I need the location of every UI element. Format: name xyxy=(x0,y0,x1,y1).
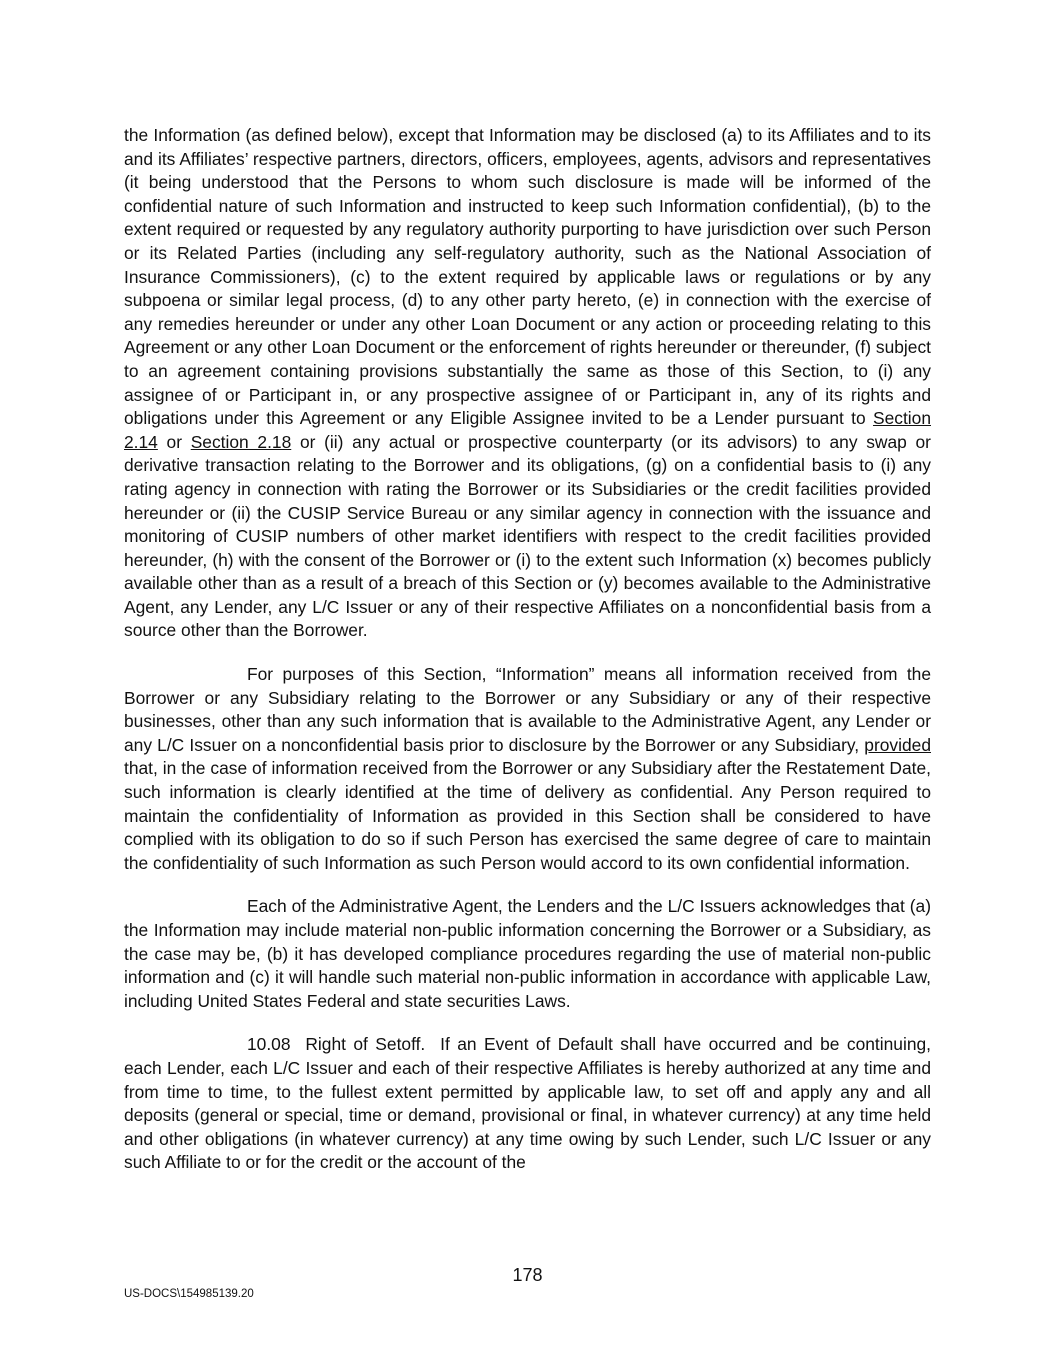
section-2-14-reference: Section 2.14 xyxy=(124,408,931,452)
paragraph-text: For purposes of this Section, “Information” means all information received from the Borrower or any Subsidiary relating to the Borrower or any Subsidiary or any of their respective businesses, other than any such information that is available to the Administrative Agent, any Lender or any L/C Issuer on a nonconfidential basis prior to disclosure by the Borrower or any Subsidiary, xyxy=(124,664,931,755)
paragraph-text: If an Event of Default shall have occurred and be continuing, each Lender, each L/C Issuer and each of their respective Affiliates is hereby authorized at any time and from time to time, to the fullest extent permitted by applicable law, to set off and apply any and all deposits (general or special, time or demand, provisional or final, in whatever currency) at any time held and other obligations (in whatever currency) at any time owing by such Lender, such L/C Issuer or any such Affiliate to or for the credit or the account of the xyxy=(124,1034,931,1173)
page-number: 178 xyxy=(512,1265,543,1285)
section-heading: Right of Setoff. xyxy=(305,1034,426,1055)
paragraph-text: the Information (as defined below), except that Information may be disclosed (a) to its Affiliates and to its and its Affiliates’ respective partners, directors, officers, employees, agents, advisors and representatives (it being understood that the Persons to whom such disclosure is made will be informed of the confidential nature of such Information and instructed to keep such Information confidential), (b) to the extent required or requested by any regulatory authority purporting to have jurisdiction over such Person or its Related Parties (including any self-regulatory authority, such as the National Association of Insurance Commissioners), (c) to the extent required by applicable laws or regulations or by any subpoena or similar legal process, (d) to any other party hereto, (e) in connection with the exercise of any remedies hereunder or under any other Loan Document or any action or proceeding relating to this Agreement or any other Loan Document or the enforcement of rights hereunder or thereunder, (f) subject to an agreement containing provisions substantially the same as those of this Section, to (i) any assignee of or Participant in, or any prospective assignee of or Participant in, any of its rights and obligations under this Agreement or any Eligible Assignee invited to be a Lender pursuant to xyxy=(124,125,931,429)
paragraph-text: or xyxy=(157,431,191,452)
paragraph-mnpi-acknowledgement xyxy=(124,895,931,1013)
paragraph-text: or (ii) any actual or prospective counterparty (or its advisors) to any swap or derivative transaction relating to the Borrower and its obligations, (g) on a confidential basis to (i) any rating agency in connection with rating the Borrower or its Subsidiaries or the credit facilities provided hereunder or (ii) the CUSIP Service Bureau or any similar agency in connection with the issuance and monitoring of CUSIP numbers of other market identifiers with respect to the credit facilities provided hereunder, (h) with the consent of the Borrower or (i) to the extent such Information (x) becomes publicly available other than as a result of a breach of this Section or (y) becomes available to the Administrative Agent, any Lender, any L/C Issuer or any of their respective Affiliates on a nonconfidential basis from a source other than the Borrower. xyxy=(124,431,931,641)
section-2-18-reference: Section 2.18 xyxy=(190,431,292,452)
paragraph-text: Each of the Administrative Agent, the Lenders and the L/C Issuers acknowledges that (a) the Information may include material non-public information concerning the Borrower or a Subsidiary, as the case may be, (b) it has developed compliance procedures regarding the use of material non-public information and (c) it will handle such material non-public information in accordance with applicable Law, including United States Federal and state securities Laws. xyxy=(124,896,931,1011)
paragraph-text: that, in the case of information received from the Borrower or any Subsidiary after the Restatement Date, such information is clearly identified at the time of delivery as confidential. Any Person required to maintain the confidentiality of Information as provided in this Section shall be considered to have complied with its obligation to do so if such Person has exercised the same degree of care to maintain the confidentiality of such Information as such Person would accord to its own confidential information. xyxy=(124,758,931,873)
provided-term: provided xyxy=(864,734,931,755)
document-id: US-DOCS\154985139.20 xyxy=(124,1288,254,1300)
paragraph-right-of-setoff xyxy=(124,1033,931,1175)
paragraph-confidentiality-disclosure xyxy=(124,124,931,643)
paragraph-information-definition xyxy=(124,663,931,875)
section-number: 10.08 xyxy=(247,1034,291,1055)
document-body xyxy=(124,124,931,1195)
